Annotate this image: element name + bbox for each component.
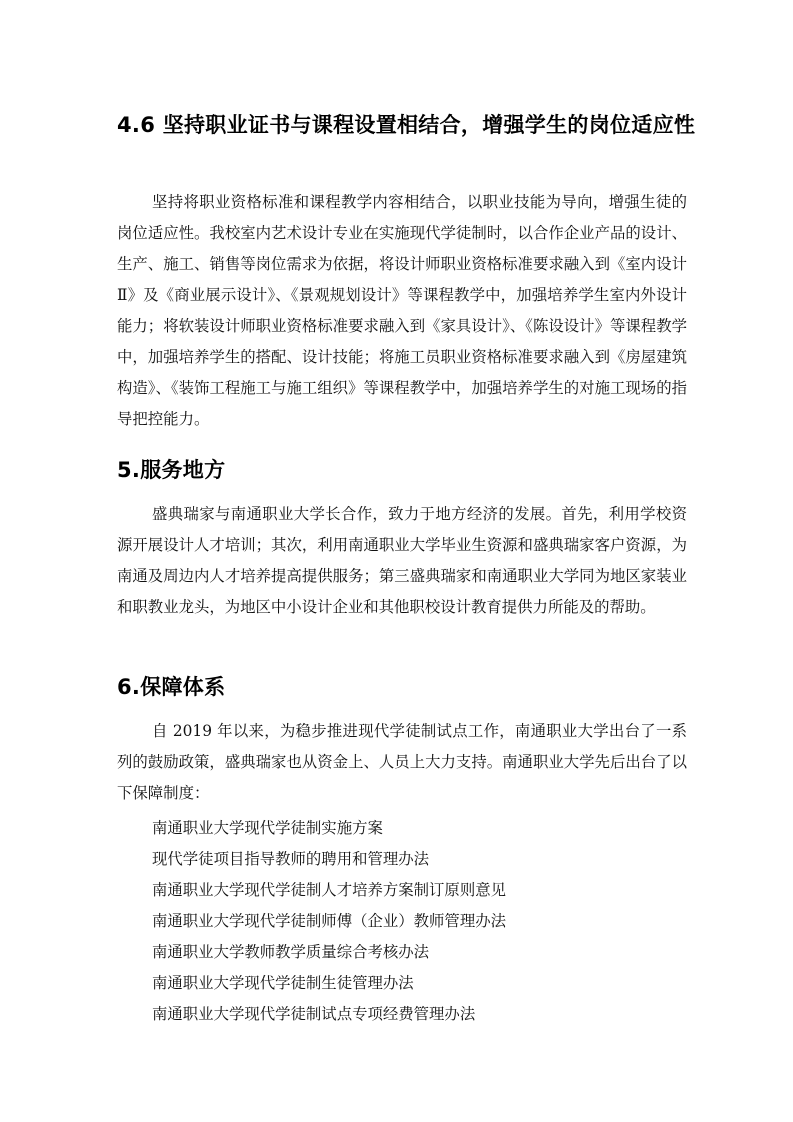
section-heading-6: 6.保障体系 (117, 675, 226, 699)
regulation-list (152, 813, 506, 1030)
section-heading-5: 5.服务地方 (117, 458, 226, 482)
list-item: 南通职业大学现代学徒制试点专项经费管理办法 (152, 1005, 476, 1023)
list-item: 南通职业大学现代学徒制实施方案 (152, 819, 383, 837)
section-heading-4-6: 4.6 坚持职业证书与课程设置相结合，增强学生的岗位适应性 (117, 113, 696, 137)
list-item: 南通职业大学现代学徒制人才培养方案制订原则意见 (152, 881, 506, 899)
list-item: 南通职业大学现代学徒制师傅（企业）教师管理办法 (152, 912, 506, 930)
list-item: 现代学徒项目指导教师的聘用和管理办法 (152, 850, 430, 868)
list-item: 南通职业大学现代学徒制生徒管理办法 (152, 974, 414, 992)
section-paragraph-6: 自 2019 年以来，为稳步推进现代学徒制试点工作，南通职业大学出台了一系列的鼓励政策，盛典瑞家也从资金上、人员上大力支持。南通职业大学先后出台了以下保障制度： (117, 722, 687, 802)
section-paragraph-4-6: 坚持将职业资格标准和课程教学内容相结合，以职业技能为导向，增强生徒的岗位适应性。我校室内艺术设计专业在实施现代学徒制时，以合作企业产品的设计、生产、施工、销售等岗位需求为依据，将设计师职业资格标准要求融入到《室内设计Ⅱ》及《商业展示设计》、《景观规划设计》等课程教学中，加强培养学生室内外设计能力；将软装设计师职业资格标准要求融入到《家具设计》、《陈设设计》等课程教学中，加强培养学生的搭配、设计技能；将施工员职业资格标准要求融入到《房屋建筑构造》、《装饰工程施工与施工组织》等课程教学中，加强培养学生的对施工现场的指导把控能力。 (117, 193, 687, 428)
list-item: 南通职业大学教师教学质量综合考核办法 (152, 943, 430, 961)
section-paragraph-5: 盛典瑞家与南通职业大学长合作，致力于地方经济的发展。首先，利用学校资源开展设计人才培训；其次，利用南通职业大学毕业生资源和盛典瑞家客户资源，为南通及周边内人才培养提高提供服务；第三盛典瑞家和南通职业大学同为地区家装业和职教业龙头，为地区中小设计企业和其他职校设计教育提供力所能及的帮助。 (117, 505, 687, 616)
